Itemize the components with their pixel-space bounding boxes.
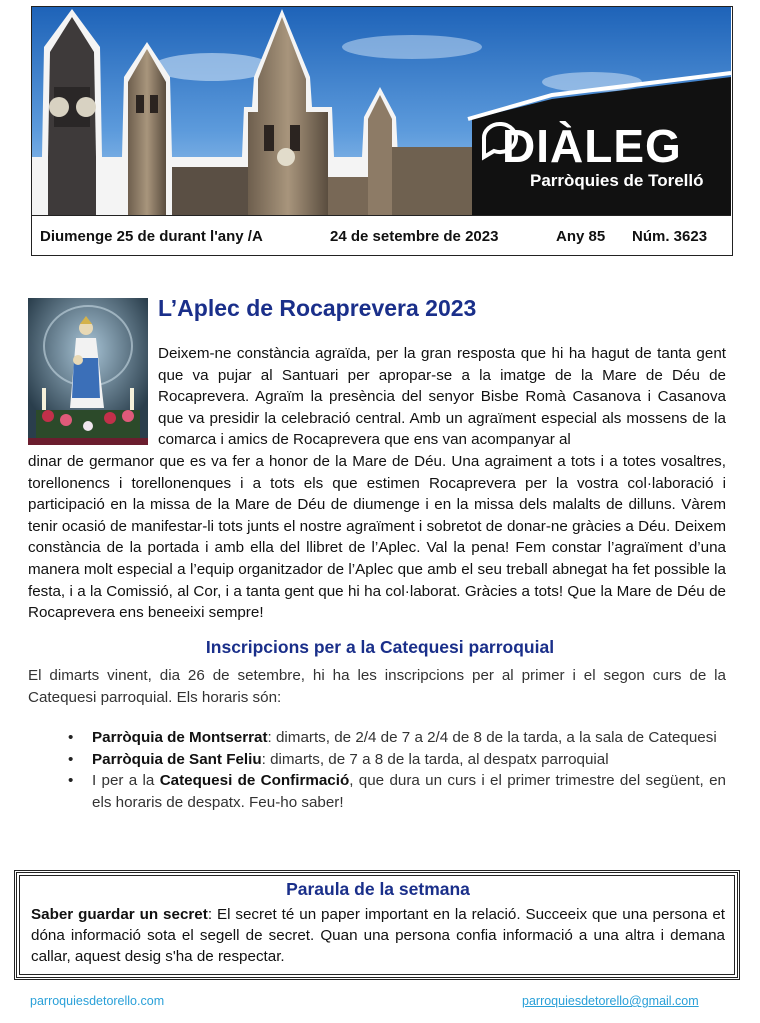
catechesis-schedule-list xyxy=(68,727,726,813)
word-of-week-body: : El secret té un paper important en la relació. Succeeix que una persona et dóna informació sota el segell de secret. Quan una persona confia informació a una altra i demana callar, aquest desig s'ha de respectar. xyxy=(31,906,725,965)
logo-title: DIÀLEG xyxy=(502,120,682,172)
parish-name: Catequesi de Confirmació xyxy=(159,772,350,790)
logo-subtitle: Parròquies de Torelló xyxy=(530,171,704,190)
parish-name: Parròquia de Sant Feliu xyxy=(92,750,262,768)
list-item xyxy=(68,770,726,813)
schedule-text: : dimarts, de 2/4 de 7 a 2/4 de 8 de la tarda, a la sala de Catequesi xyxy=(267,729,717,746)
website-link[interactable]: parroquiesdetorello.com xyxy=(30,994,165,1008)
schedule-text: , que dura un curs i el primer trimestre del següent, en els horaris de despatx. Feu-ho saber! xyxy=(92,772,726,811)
liturgical-date: Diumenge 25 de durant l'any /A xyxy=(40,227,263,245)
article-intro: Deixem-ne constància agraïda, per la gran resposta que hi ha hagut de tanta gent que va pujar al Santuari per apropar-se a la imatge de la Mare de Déu de Rocaprevera. Agraïm la presència del senyor Bisbe Romà Casanova i Casanova que va presidir la celebració central. Amb un agraïment especial als mossens de la comarca i amics de Rocaprevera que ens van acompanyar al xyxy=(158,345,726,449)
word-of-week-title: Paraula de la setmana xyxy=(286,879,470,899)
schedule-text: : dimarts, de 7 a 8 de la tarda, al despatx parroquial xyxy=(261,750,609,768)
year-number: Any 85 xyxy=(556,227,606,245)
schedule-prefix: I per a la xyxy=(92,772,160,790)
issue-number: Núm. 3623 xyxy=(632,227,708,245)
parish-name: Parròquia de Montserrat xyxy=(92,729,268,746)
catechesis-title: Inscripcions per a la Catequesi parroquial xyxy=(205,637,555,657)
catechesis-intro: El dimarts vinent, dia 26 de setembre, hi ha les inscripcions per al primer i el segon curs de la Catequesi parroquial. Els horaris són: xyxy=(28,667,726,706)
email-link[interactable]: parroquiesdetorello@gmail.com xyxy=(522,994,699,1008)
masthead xyxy=(31,6,733,256)
dateline xyxy=(32,215,731,256)
list-item xyxy=(68,749,726,771)
word-of-week-lead: Saber guardar un secret xyxy=(31,906,208,923)
civil-date: 24 de setembre de 2023 xyxy=(330,227,499,245)
virgin-statue-photo xyxy=(28,298,148,445)
article-title: L’Aplec de Rocaprevera 2023 xyxy=(158,295,477,321)
list-item xyxy=(68,727,726,749)
word-of-week-text xyxy=(31,904,725,967)
article-continuation: dinar de germanor que es va fer a honor de la Mare de Déu. Una agraiment a tots i a totes vosaltres, torellonencs i torellonenques i a tots els que estimen Rocaprevera per la vostra col·laboració i participació en la missa de la Mare de Déu de diumenge i en la missa dels malalts de dilluns. Vàrem tenir ocasió de manifestar-li tots junts el nostre agraïment i sobretot de donar-ne gràcies a Déu. Deixem constància de la portada i amb ella del llibret de l’Aplec. Val la pena! Fem constar l’agraïment d’una manera molt especial a l’equip organitzador de l’Aplec que amb el seu treball abnegat ha fet possible la festa, i a la Comissió, al Cor, i a tanta gent que hi ha col·laborat. Gràcies a tots! Que la Mare de Déu de Rocaprevera ens beneeixi sempre! xyxy=(28,453,726,622)
word-of-week-box xyxy=(14,870,740,980)
